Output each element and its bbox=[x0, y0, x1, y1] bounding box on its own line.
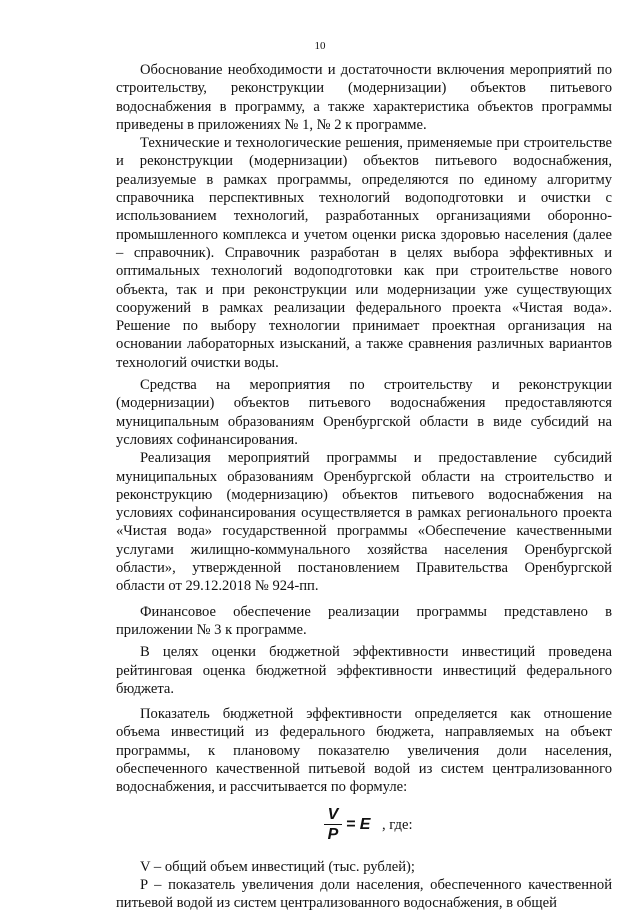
formula-numerator: V bbox=[324, 806, 342, 825]
definition-v: V – общий объем инвестиций (тыс. рублей); bbox=[140, 858, 415, 875]
paragraph-financial-support: Финансовое обеспечение реализации программы представлено в приложении № 3 к программе. bbox=[116, 603, 612, 638]
formula bbox=[116, 803, 612, 851]
formula-denominator: P bbox=[327, 825, 339, 843]
paragraph-technical-solutions: Технические и технологические решения, применяемые при строительстве и реконструкции (модернизации) объектов питьевого водоснабжения, реализуемые в рамках программы, определяются по единому алгоритму справочника перспективных технологий водоподготовки и очистки с использованием технологий, разработанных организациями оборонно-промышленного комплекса и учетом оценки риска здоровью населения (далее – справочник). Справочник разработан в целях выбора эффективных и оптимальных технологий водоподготовки как при строительстве нового объекта, так и при реконструкции или модернизации уже существующих сооружений в рамках реализации федерального проекта «Чистая вода». Решение по выбору технологии принимает проектная организация на основании лабораторных изысканий, а также сравнения различных вариантов технологий очистки воды. bbox=[116, 135, 612, 371]
paragraph-efficiency-assessment: В целях оценки бюджетной эффективности инвестиций проведена рейтинговая оценка бюджетной эффективности инвестиций федерального бюджета. bbox=[116, 644, 612, 697]
page-number: 10 bbox=[314, 40, 326, 52]
formula-suffix: , где: bbox=[382, 816, 413, 833]
paragraph-funding: Средства на мероприятия по строительству и реконструкции (модернизации) объектов питьевого водоснабжения предоставляются муниципальным образованиям Оренбургской области в виде субсидий на условиях софинансирования. bbox=[116, 377, 612, 448]
paragraph-implementation: Реализация мероприятий программы и предоставление субсидий муниципальных образованиям Оренбургской области на строительство и реконструкцию (модернизацию) объектов питьевого водоснабжения на условиях софинансирования осуществляется в рамках регионального проекта «Чистая вода» государственной программы «Обеспечение качественными услугами жилищно-коммунального хозяйства населения Оренбургской области», утвержденной постановлением Правительства Оренбургской области от 29.12.2018 № 924-пп. bbox=[116, 450, 612, 595]
paragraph-justification: Обоснование необходимости и достаточности включения мероприятий по строительству, реконструкции (модернизации) объектов питьевого водоснабжения в программу, а также характеристика объектов программы приведены в приложениях № 1, № 2 к программе. bbox=[116, 62, 612, 133]
definition-p: P – показатель увеличения доли населения, обеспеченного качественной питьевой водой из систем централизованного водоснабжения, в общей bbox=[116, 876, 612, 912]
document-body bbox=[116, 61, 612, 912]
paragraph-efficiency-indicator: Показатель бюджетной эффективности определяется как отношение объема инвестиций из федерального бюджета, направляемых на объект программы, к плановому показателю увеличения доли населения, обеспеченного качественной питьевой водой из систем централизованного водоснабжения, и рассчитывается по формуле: bbox=[116, 706, 612, 796]
formula-equals: = E bbox=[346, 815, 371, 833]
formula-fraction bbox=[324, 806, 342, 843]
